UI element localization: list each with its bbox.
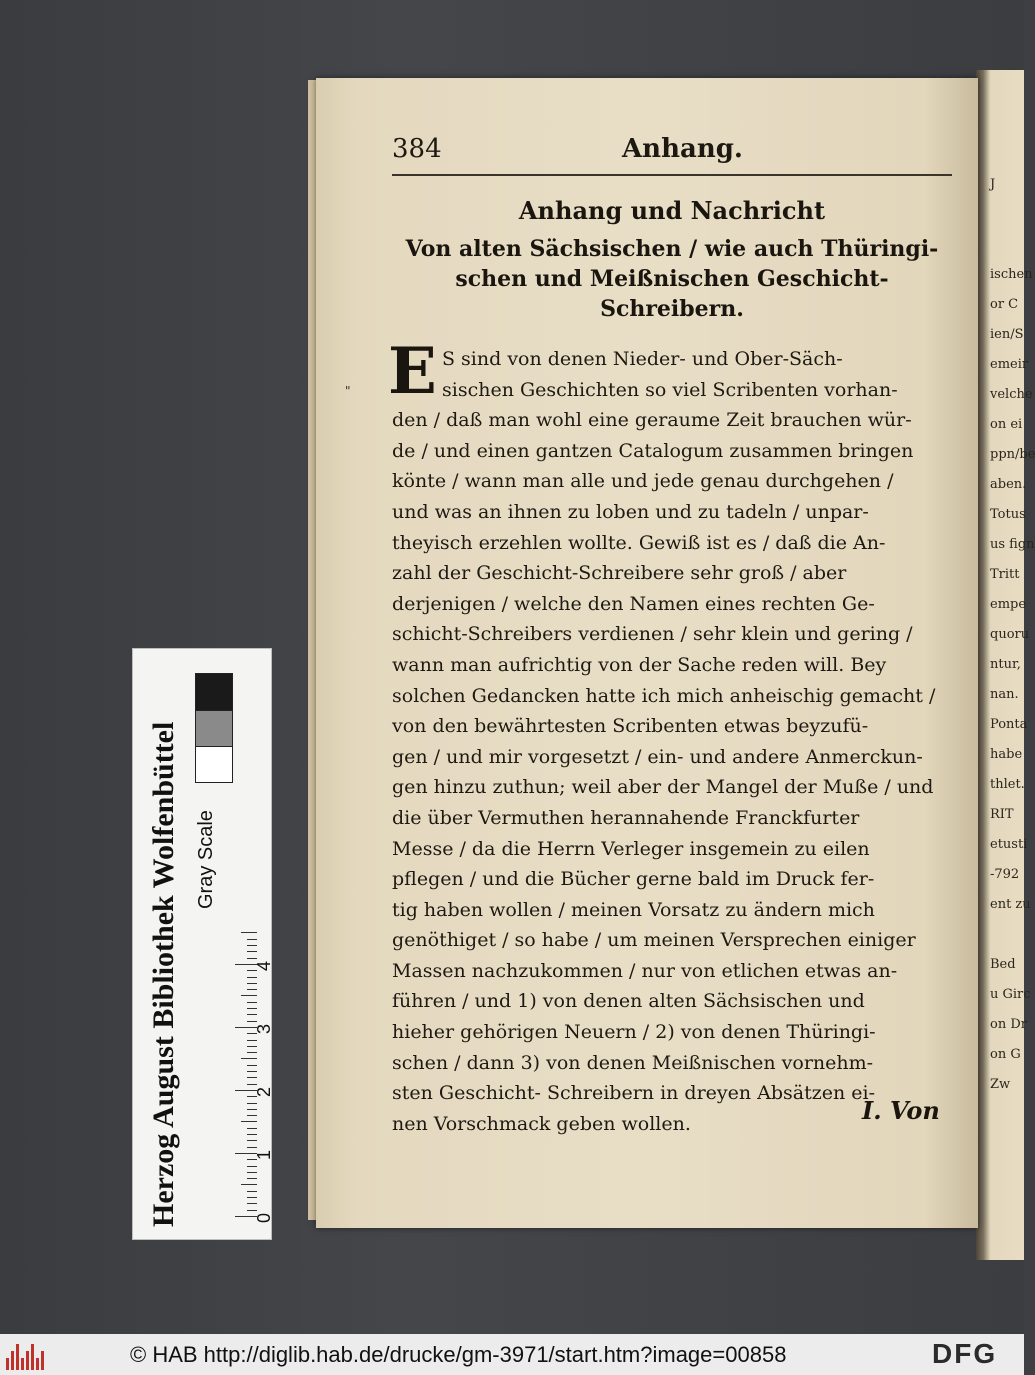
scale-card-content	[133, 649, 274, 1239]
gray-swatch	[195, 709, 233, 747]
facing-text-fragment: -792	[990, 867, 1020, 882]
page-edge	[308, 80, 316, 1220]
ruler-tick	[247, 958, 257, 959]
facing-text-fragment: velche	[990, 387, 1033, 402]
facing-text-fragment: or C	[990, 297, 1019, 312]
facing-text-fragment: on ei	[990, 417, 1023, 432]
facing-text-fragment: Zw	[990, 1077, 1011, 1092]
ruler-tick	[247, 1071, 257, 1072]
ruler-tick	[247, 1140, 257, 1141]
subtitle-line: Von alten Sächsischen / wie auch Thüringi-	[405, 236, 939, 262]
text-line: sten Geschicht- Schreibern in dreyen Absätzen ei-	[392, 1082, 876, 1105]
facing-text-fragment	[990, 920, 1024, 950]
ruler-tick	[247, 983, 257, 984]
ruler-number: 2	[254, 1086, 274, 1097]
ruler-tick	[247, 1147, 257, 1148]
page-number: 384	[392, 134, 442, 164]
ruler-tick	[247, 1014, 257, 1015]
section-subtitle	[392, 234, 952, 324]
gray-scale-card	[132, 648, 272, 1240]
hab-logo-icon	[6, 1340, 46, 1370]
facing-text-fragment: us fign	[990, 537, 1035, 552]
facing-text-fragment	[990, 200, 1024, 230]
ruler-tick	[247, 1166, 257, 1167]
facing-text-fragment: ppn/be	[990, 447, 1035, 462]
facing-text-fragment: etusti	[990, 837, 1028, 852]
ruler-tick	[247, 1128, 257, 1129]
text-line: derjenigen / welche den Namen eines rechten Ge-	[392, 592, 875, 615]
facing-text-fragment: Bed	[990, 957, 1016, 972]
ruler-tick	[241, 996, 257, 997]
ruler-tick	[247, 1172, 257, 1173]
ruler-tick	[247, 977, 257, 978]
text-line: führen / und 1) von denen alten Sächsischen und	[392, 990, 865, 1013]
text-line: genöthiget / so habe / um meinen Versprechen einiger	[392, 929, 916, 952]
logo-bar	[26, 1351, 29, 1370]
margin-mark: "	[345, 384, 351, 398]
facing-text-fragment: ischen	[990, 267, 1033, 282]
ruler-tick	[241, 933, 257, 934]
ruler-number: 0	[254, 1212, 274, 1223]
ruler	[235, 887, 274, 1227]
body-text	[388, 334, 952, 1139]
facing-text-fragment: thlet.	[990, 777, 1025, 792]
ruler-tick	[247, 989, 257, 990]
text-line: die über Vermuthen herannahende Franckfurter	[392, 806, 860, 829]
gray-swatch	[195, 745, 233, 783]
text-line: pflegen / und die Bücher gerne bald im Druck fer-	[392, 868, 875, 891]
facing-text-fragment: Tritt	[990, 567, 1020, 582]
text-line: schen / dann 3) von denen Meißnischen vornehm-	[392, 1051, 874, 1074]
text-line: zahl der Geschicht-Schreibere sehr groß / aber	[392, 562, 847, 585]
ruler-tick	[247, 1115, 257, 1116]
header-rule	[392, 174, 952, 176]
ruler-tick	[247, 1197, 257, 1198]
text-line: den / daß man wohl eine geraume Zeit brauchen wür-	[392, 409, 912, 432]
facing-text-fragment: nan.	[990, 687, 1019, 702]
ruler-tick	[247, 1046, 257, 1047]
catchword: I. Von	[862, 1096, 940, 1125]
ruler-tick	[247, 1109, 257, 1110]
facing-text-fragment: RIT	[990, 807, 1014, 822]
ruler-tick	[241, 1059, 257, 1060]
ruler-number: 4	[254, 960, 274, 971]
section-title: Anhang und Nachricht	[518, 196, 826, 225]
text-line: tig haben wollen / meinen Vorsatz zu ändern mich	[392, 898, 875, 921]
institution-name: Herzog August Bibliothek Wolfenbüttel	[147, 721, 180, 1227]
ruler-tick	[247, 1178, 257, 1179]
ruler-tick	[247, 1052, 257, 1053]
logo-bar	[21, 1358, 24, 1370]
ruler-tick	[247, 939, 257, 940]
facing-text-fragment: ntur,	[990, 657, 1021, 672]
facing-text-fragment: u Girc	[990, 987, 1031, 1002]
ruler-tick	[247, 1021, 257, 1022]
text-line: nen Vorschmack geben wollen.	[392, 1112, 691, 1135]
text-line: von den bewährtesten Scribenten etwas beyzufü-	[392, 715, 869, 738]
logo-bar	[11, 1351, 14, 1370]
text-line: gen hinzu zuthun; weil aber der Mangel der Muße / und	[392, 776, 934, 799]
facing-text-fragment: J	[990, 177, 996, 192]
text-line: wann man aufrichtig von der Sache reden will. Bey	[392, 653, 887, 676]
ruler-tick	[247, 1008, 257, 1009]
ruler-tick	[247, 1065, 257, 1066]
ruler-tick	[247, 1210, 257, 1211]
text-line: solchen Gedancken hatte ich mich anheischig gemacht /	[392, 684, 936, 707]
logo-bar	[6, 1358, 9, 1370]
facing-text-fragment: aben.	[990, 477, 1027, 492]
text-line: Massen nachzukommen / nur von etlichen etwas an-	[392, 959, 898, 982]
ruler-tick	[247, 945, 257, 946]
text-line: theyisch erzehlen wollte. Gewiß ist es / daß die An-	[392, 531, 886, 554]
text-line: und was an ihnen zu loben und zu tadeln / unpar-	[392, 500, 869, 523]
facing-text-fragment: ien/S	[990, 327, 1024, 342]
facing-text-fragment: Ponta	[990, 717, 1028, 732]
ruler-tick	[247, 1134, 257, 1135]
ruler-tick	[247, 951, 257, 952]
ruler-tick	[247, 1084, 257, 1085]
subtitle-line: Schreibern.	[600, 296, 744, 322]
running-head	[392, 128, 952, 172]
ruler-number: 3	[254, 1023, 274, 1034]
facing-text-fragment: ent zu	[990, 897, 1031, 912]
ruler-number: 1	[254, 1149, 274, 1160]
facing-text-fragment: emeir	[990, 357, 1029, 372]
gray-scale-label: Gray Scale	[195, 810, 217, 909]
ruler-tick	[247, 1103, 257, 1104]
gray-swatch	[195, 673, 233, 711]
subtitle-line: schen und Meißnischen Geschicht-	[455, 266, 889, 292]
citation-link[interactable]: © HAB http://diglib.hab.de/drucke/gm-3971/start.htm?image=00858	[130, 1342, 787, 1367]
ruler-tick	[247, 1203, 257, 1204]
facing-text-fragment: quoru	[990, 627, 1030, 642]
ruler-tick	[241, 1185, 257, 1186]
facing-text-fragment: empe	[990, 597, 1027, 612]
facing-text-fragment	[990, 230, 1024, 260]
logo-bar	[16, 1344, 19, 1370]
logo-bar	[41, 1351, 44, 1370]
ruler-tick	[247, 1040, 257, 1041]
running-title: Anhang.	[622, 134, 743, 164]
text-line: gen / und mir vorgesetzt / ein- und andere Anmerckun-	[392, 745, 923, 768]
ruler-tick	[247, 1191, 257, 1192]
ruler-tick	[247, 1077, 257, 1078]
text-line: S sind von denen Nieder- und Ober-Säch-	[442, 348, 843, 370]
text-line: Messe / da die Herrn Verleger insgemein zu eilen	[392, 837, 870, 860]
dfg-logo: DFG	[932, 1338, 998, 1369]
drop-cap: E	[388, 334, 437, 409]
text-line: hieher gehörigen Neuern / 2) von denen Thüringi-	[392, 1021, 876, 1044]
text-line: sischen Geschichten so viel Scribenten vorhan-	[442, 378, 898, 401]
facing-text-fragment: on G	[990, 1047, 1021, 1062]
text-line: de / und einen gantzen Catalogum zusammen bringen	[392, 439, 914, 462]
facing-page-text	[990, 170, 1035, 1100]
ruler-tick	[247, 1002, 257, 1003]
text-line: schicht-Schreibers verdienen / sehr klein und gering /	[392, 623, 913, 646]
facing-text-fragment: Totus	[990, 507, 1026, 522]
logo-bar	[36, 1358, 39, 1370]
footer-bar	[0, 1334, 1024, 1375]
facing-text-fragment: on Dr	[990, 1017, 1027, 1032]
facing-text-fragment: habe	[990, 747, 1023, 762]
logo-bar	[31, 1344, 34, 1370]
text-line: könte / wann man alle und jede genau durchgehen /	[392, 470, 894, 493]
ruler-tick	[241, 1122, 257, 1123]
